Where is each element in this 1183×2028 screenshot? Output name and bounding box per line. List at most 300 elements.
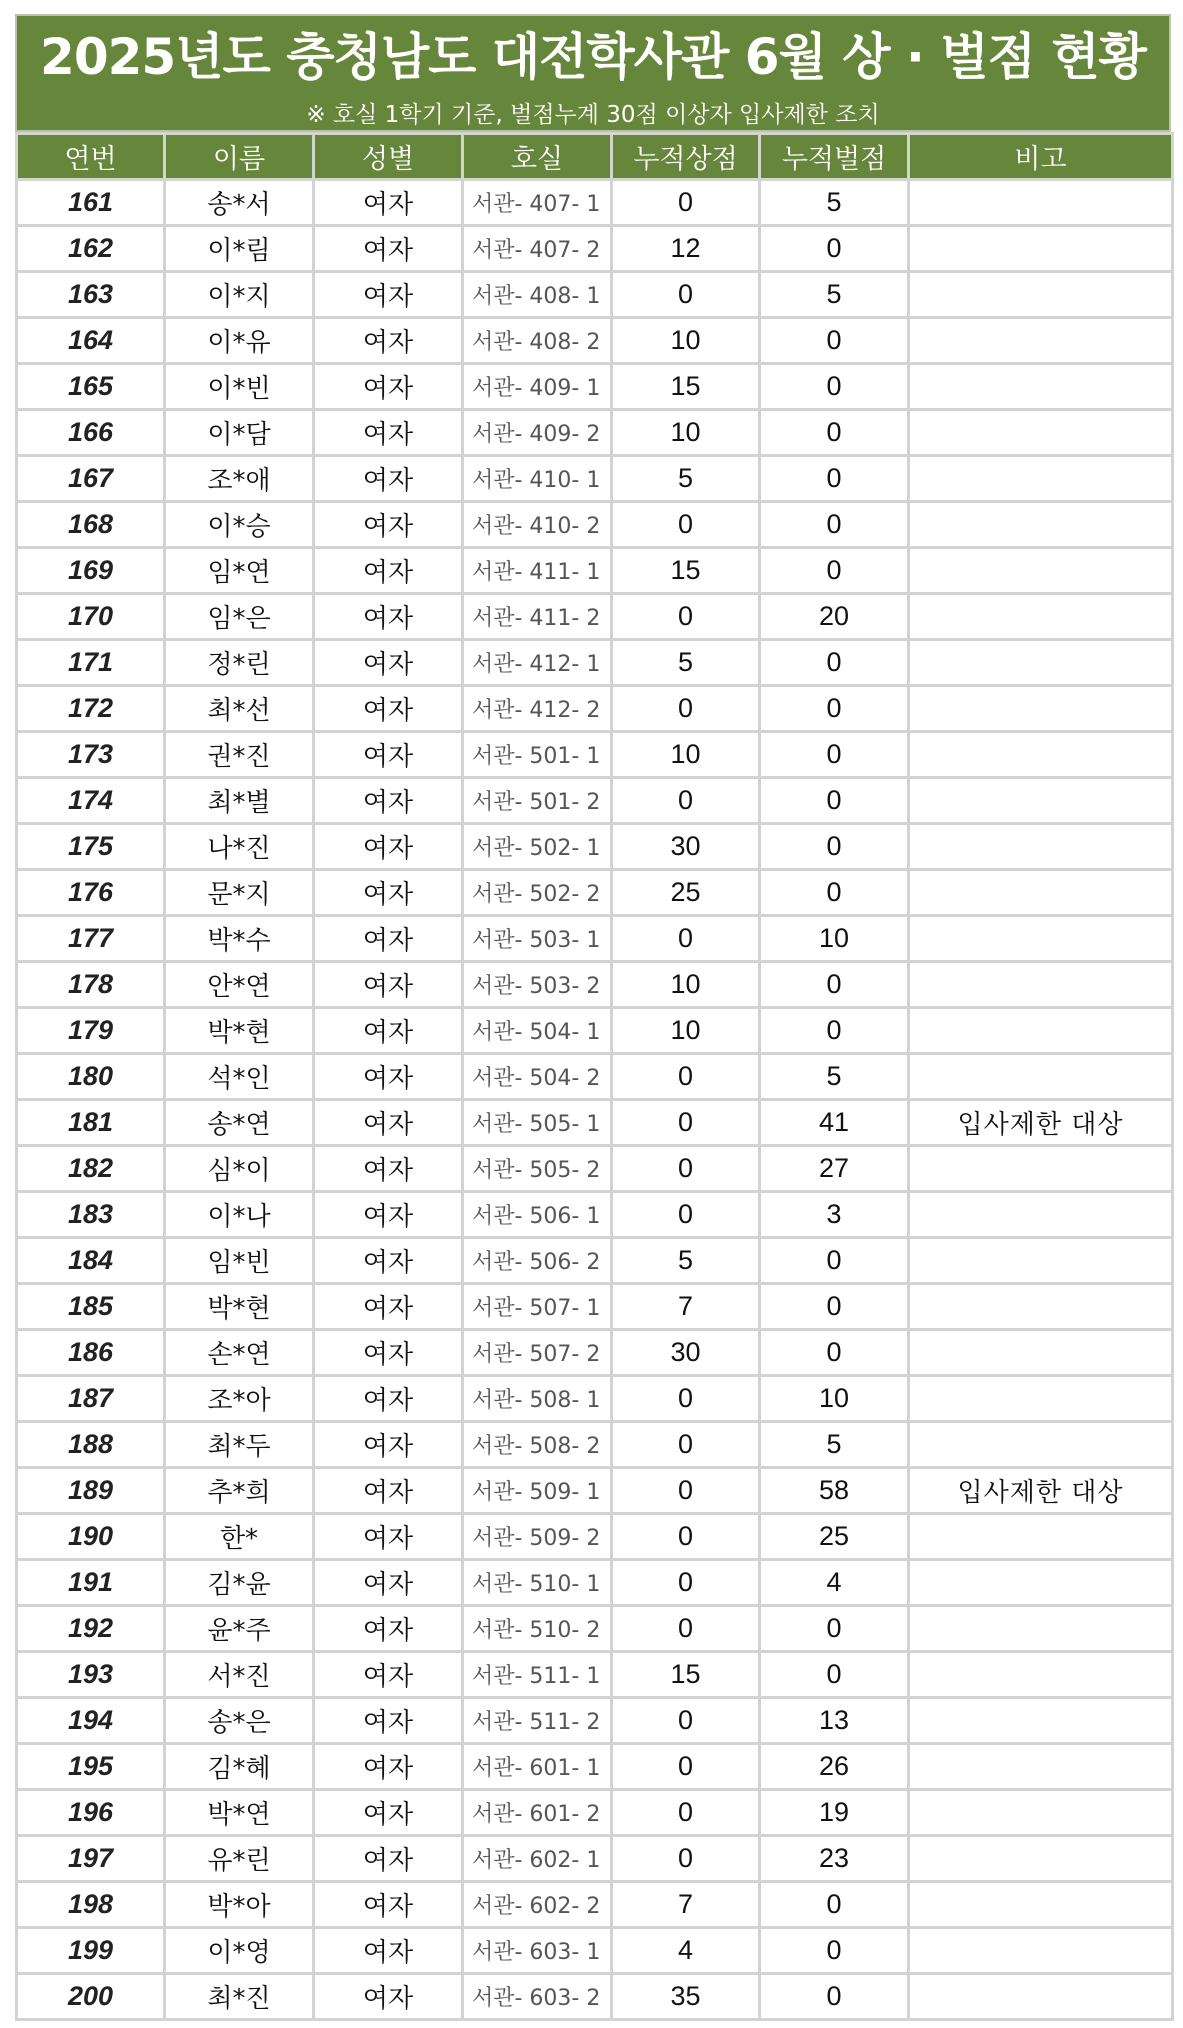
cell-room: 서관- 502- 1	[463, 824, 612, 870]
cell-name: 최*선	[165, 686, 314, 732]
cell-name: 최*별	[165, 778, 314, 824]
cell-room: 서관- 411- 2	[463, 594, 612, 640]
cell-gender: 여자	[314, 1238, 463, 1284]
cell-room: 서관- 408- 2	[463, 318, 612, 364]
cell-gender: 여자	[314, 1560, 463, 1606]
table-row	[17, 1790, 1173, 1836]
cell-name: 이*담	[165, 410, 314, 456]
cell-note	[909, 962, 1173, 1008]
cell-name: 문*지	[165, 870, 314, 916]
cell-gender: 여자	[314, 1054, 463, 1100]
cell-gender: 여자	[314, 1146, 463, 1192]
table-row	[17, 1882, 1173, 1928]
cell-demerit: 0	[760, 1284, 909, 1330]
cell-demerit: 0	[760, 778, 909, 824]
cell-room: 서관- 408- 1	[463, 272, 612, 318]
cell-demerit: 0	[760, 870, 909, 916]
cell-no: 194	[17, 1698, 165, 1744]
cell-note	[909, 1330, 1173, 1376]
cell-no: 186	[17, 1330, 165, 1376]
cell-merit: 15	[612, 1652, 760, 1698]
cell-demerit: 23	[760, 1836, 909, 1882]
cell-note	[909, 1698, 1173, 1744]
cell-demerit: 3	[760, 1192, 909, 1238]
cell-merit: 0	[612, 1376, 760, 1422]
column-header-demerit: 누적벌점	[760, 134, 909, 180]
cell-merit: 15	[612, 364, 760, 410]
table-row	[17, 1928, 1173, 1974]
cell-no: 177	[17, 916, 165, 962]
cell-no: 166	[17, 410, 165, 456]
table-row	[17, 1836, 1173, 1882]
table-body	[17, 180, 1173, 2020]
cell-name: 이*지	[165, 272, 314, 318]
cell-name: 송*은	[165, 1698, 314, 1744]
table-row	[17, 1514, 1173, 1560]
cell-no: 172	[17, 686, 165, 732]
cell-demerit: 25	[760, 1514, 909, 1560]
cell-no: 179	[17, 1008, 165, 1054]
table-row	[17, 1652, 1173, 1698]
cell-name: 이*유	[165, 318, 314, 364]
cell-room: 서관- 508- 2	[463, 1422, 612, 1468]
table-row	[17, 732, 1173, 778]
cell-gender: 여자	[314, 1974, 463, 2020]
cell-no: 184	[17, 1238, 165, 1284]
cell-merit: 0	[612, 1698, 760, 1744]
cell-note: 입사제한 대상	[909, 1468, 1173, 1514]
table-row	[17, 1238, 1173, 1284]
cell-merit: 0	[612, 1606, 760, 1652]
cell-gender: 여자	[314, 824, 463, 870]
cell-demerit: 10	[760, 916, 909, 962]
cell-name: 정*린	[165, 640, 314, 686]
cell-name: 조*아	[165, 1376, 314, 1422]
cell-gender: 여자	[314, 916, 463, 962]
cell-no: 162	[17, 226, 165, 272]
cell-room: 서관- 409- 1	[463, 364, 612, 410]
cell-note	[909, 1560, 1173, 1606]
cell-note	[909, 594, 1173, 640]
cell-room: 서관- 509- 2	[463, 1514, 612, 1560]
cell-no: 188	[17, 1422, 165, 1468]
cell-no: 183	[17, 1192, 165, 1238]
cell-gender: 여자	[314, 364, 463, 410]
cell-no: 167	[17, 456, 165, 502]
cell-merit: 5	[612, 456, 760, 502]
cell-room: 서관- 409- 2	[463, 410, 612, 456]
cell-demerit: 13	[760, 1698, 909, 1744]
cell-room: 서관- 505- 1	[463, 1100, 612, 1146]
cell-room: 서관- 508- 1	[463, 1376, 612, 1422]
cell-name: 서*진	[165, 1652, 314, 1698]
cell-gender: 여자	[314, 548, 463, 594]
cell-no: 164	[17, 318, 165, 364]
cell-gender: 여자	[314, 226, 463, 272]
cell-note	[909, 1744, 1173, 1790]
cell-no: 187	[17, 1376, 165, 1422]
cell-gender: 여자	[314, 1882, 463, 1928]
cell-note	[909, 1974, 1173, 2020]
cell-name: 임*빈	[165, 1238, 314, 1284]
cell-merit: 0	[612, 594, 760, 640]
cell-no: 197	[17, 1836, 165, 1882]
table-row	[17, 640, 1173, 686]
cell-merit: 12	[612, 226, 760, 272]
table-row	[17, 778, 1173, 824]
cell-no: 161	[17, 180, 165, 226]
cell-note	[909, 1606, 1173, 1652]
cell-name: 최*진	[165, 1974, 314, 2020]
column-header-room: 호실	[463, 134, 612, 180]
cell-merit: 30	[612, 824, 760, 870]
cell-note	[909, 1928, 1173, 1974]
cell-no: 169	[17, 548, 165, 594]
cell-gender: 여자	[314, 272, 463, 318]
cell-note	[909, 1652, 1173, 1698]
cell-demerit: 10	[760, 1376, 909, 1422]
cell-demerit: 0	[760, 1606, 909, 1652]
cell-gender: 여자	[314, 1652, 463, 1698]
table-row	[17, 1054, 1173, 1100]
column-header-merit: 누적상점	[612, 134, 760, 180]
cell-note	[909, 870, 1173, 916]
cell-demerit: 4	[760, 1560, 909, 1606]
cell-merit: 0	[612, 502, 760, 548]
page-title: 2025년도 충청남도 대전학사관 6월 상 · 벌점 현황	[40, 28, 1146, 86]
cell-gender: 여자	[314, 1836, 463, 1882]
cell-merit: 0	[612, 916, 760, 962]
cell-demerit: 0	[760, 364, 909, 410]
cell-room: 서관- 407- 2	[463, 226, 612, 272]
cell-demerit: 0	[760, 548, 909, 594]
cell-name: 박*수	[165, 916, 314, 962]
cell-name: 윤*주	[165, 1606, 314, 1652]
cell-merit: 0	[612, 1468, 760, 1514]
cell-room: 서관- 511- 2	[463, 1698, 612, 1744]
cell-no: 199	[17, 1928, 165, 1974]
cell-no: 189	[17, 1468, 165, 1514]
column-header-note: 비고	[909, 134, 1173, 180]
cell-room: 서관- 511- 1	[463, 1652, 612, 1698]
cell-room: 서관- 602- 2	[463, 1882, 612, 1928]
cell-merit: 0	[612, 1744, 760, 1790]
table-row	[17, 1146, 1173, 1192]
cell-name: 박*현	[165, 1284, 314, 1330]
cell-note	[909, 1422, 1173, 1468]
table-row	[17, 364, 1173, 410]
cell-merit: 25	[612, 870, 760, 916]
cell-gender: 여자	[314, 1928, 463, 1974]
cell-note	[909, 272, 1173, 318]
cell-gender: 여자	[314, 456, 463, 502]
table-row	[17, 548, 1173, 594]
cell-demerit: 5	[760, 1422, 909, 1468]
cell-no: 173	[17, 732, 165, 778]
table-row	[17, 180, 1173, 226]
cell-room: 서관- 603- 1	[463, 1928, 612, 1974]
cell-note	[909, 686, 1173, 732]
cell-gender: 여자	[314, 502, 463, 548]
table-row	[17, 1744, 1173, 1790]
cell-gender: 여자	[314, 1376, 463, 1422]
cell-no: 200	[17, 1974, 165, 2020]
cell-note	[909, 916, 1173, 962]
cell-room: 서관- 504- 1	[463, 1008, 612, 1054]
cell-demerit: 0	[760, 502, 909, 548]
cell-demerit: 0	[760, 318, 909, 364]
cell-name: 이*나	[165, 1192, 314, 1238]
cell-demerit: 0	[760, 962, 909, 1008]
table-row	[17, 916, 1173, 962]
table-row	[17, 318, 1173, 364]
table-row	[17, 686, 1173, 732]
cell-room: 서관- 602- 1	[463, 1836, 612, 1882]
cell-note: 입사제한 대상	[909, 1100, 1173, 1146]
table-row	[17, 410, 1173, 456]
cell-gender: 여자	[314, 1330, 463, 1376]
cell-no: 190	[17, 1514, 165, 1560]
cell-no: 168	[17, 502, 165, 548]
cell-name: 안*연	[165, 962, 314, 1008]
page-subtitle: ※ 호실 1학기 기준, 벌점누계 30점 이상자 입사제한 조치	[306, 102, 880, 128]
cell-room: 서관- 601- 1	[463, 1744, 612, 1790]
cell-gender: 여자	[314, 686, 463, 732]
cell-gender: 여자	[314, 778, 463, 824]
cell-merit: 0	[612, 1560, 760, 1606]
cell-room: 서관- 407- 1	[463, 180, 612, 226]
cell-note	[909, 1054, 1173, 1100]
cell-room: 서관- 603- 2	[463, 1974, 612, 2020]
cell-note	[909, 824, 1173, 870]
cell-name: 심*이	[165, 1146, 314, 1192]
cell-gender: 여자	[314, 640, 463, 686]
cell-name: 최*두	[165, 1422, 314, 1468]
cell-room: 서관- 510- 1	[463, 1560, 612, 1606]
cell-demerit: 0	[760, 1008, 909, 1054]
cell-note	[909, 364, 1173, 410]
cell-name: 박*아	[165, 1882, 314, 1928]
cell-demerit: 5	[760, 180, 909, 226]
cell-demerit: 27	[760, 1146, 909, 1192]
cell-note	[909, 226, 1173, 272]
table-row	[17, 1330, 1173, 1376]
cell-room: 서관- 411- 1	[463, 548, 612, 594]
cell-merit: 7	[612, 1882, 760, 1928]
cell-name: 임*연	[165, 548, 314, 594]
table-row	[17, 1376, 1173, 1422]
cell-merit: 10	[612, 318, 760, 364]
cell-demerit: 0	[760, 640, 909, 686]
cell-demerit: 0	[760, 1882, 909, 1928]
cell-demerit: 0	[760, 1652, 909, 1698]
cell-no: 175	[17, 824, 165, 870]
table-row	[17, 1560, 1173, 1606]
cell-merit: 35	[612, 1974, 760, 2020]
table-row	[17, 962, 1173, 1008]
cell-note	[909, 1146, 1173, 1192]
cell-demerit: 0	[760, 1928, 909, 1974]
cell-gender: 여자	[314, 410, 463, 456]
cell-name: 권*진	[165, 732, 314, 778]
cell-name: 송*연	[165, 1100, 314, 1146]
cell-room: 서관- 501- 1	[463, 732, 612, 778]
cell-no: 180	[17, 1054, 165, 1100]
cell-no: 170	[17, 594, 165, 640]
cell-gender: 여자	[314, 180, 463, 226]
cell-gender: 여자	[314, 318, 463, 364]
cell-merit: 0	[612, 1054, 760, 1100]
cell-room: 서관- 410- 1	[463, 456, 612, 502]
table-row	[17, 1284, 1173, 1330]
cell-merit: 0	[612, 1836, 760, 1882]
cell-room: 서관- 506- 2	[463, 1238, 612, 1284]
cell-merit: 5	[612, 640, 760, 686]
cell-room: 서관- 601- 2	[463, 1790, 612, 1836]
cell-name: 추*희	[165, 1468, 314, 1514]
cell-name: 박*연	[165, 1790, 314, 1836]
table-row	[17, 1468, 1173, 1514]
cell-demerit: 41	[760, 1100, 909, 1146]
cell-room: 서관- 502- 2	[463, 870, 612, 916]
cell-name: 김*혜	[165, 1744, 314, 1790]
cell-note	[909, 1008, 1173, 1054]
cell-room: 서관- 410- 2	[463, 502, 612, 548]
cell-gender: 여자	[314, 870, 463, 916]
cell-note	[909, 1836, 1173, 1882]
cell-no: 181	[17, 1100, 165, 1146]
table-row	[17, 272, 1173, 318]
cell-demerit: 0	[760, 410, 909, 456]
cell-name: 김*윤	[165, 1560, 314, 1606]
cell-no: 195	[17, 1744, 165, 1790]
cell-merit: 0	[612, 686, 760, 732]
cell-name: 이*빈	[165, 364, 314, 410]
cell-name: 박*현	[165, 1008, 314, 1054]
title-banner	[15, 14, 1171, 132]
cell-name: 이*영	[165, 1928, 314, 1974]
cell-room: 서관- 507- 2	[463, 1330, 612, 1376]
table-row	[17, 502, 1173, 548]
column-header-gender: 성별	[314, 134, 463, 180]
cell-merit: 0	[612, 1192, 760, 1238]
cell-no: 171	[17, 640, 165, 686]
cell-room: 서관- 412- 1	[463, 640, 612, 686]
cell-note	[909, 502, 1173, 548]
cell-note	[909, 180, 1173, 226]
cell-gender: 여자	[314, 1468, 463, 1514]
cell-no: 174	[17, 778, 165, 824]
cell-merit: 0	[612, 1422, 760, 1468]
cell-merit: 10	[612, 732, 760, 778]
cell-demerit: 58	[760, 1468, 909, 1514]
cell-name: 조*애	[165, 456, 314, 502]
cell-demerit: 0	[760, 732, 909, 778]
cell-gender: 여자	[314, 732, 463, 778]
cell-gender: 여자	[314, 1192, 463, 1238]
cell-no: 191	[17, 1560, 165, 1606]
table-row	[17, 1100, 1173, 1146]
cell-merit: 10	[612, 962, 760, 1008]
cell-name: 임*은	[165, 594, 314, 640]
cell-gender: 여자	[314, 594, 463, 640]
table-header-row	[17, 134, 1173, 180]
cell-demerit: 26	[760, 1744, 909, 1790]
cell-merit: 0	[612, 1790, 760, 1836]
cell-no: 196	[17, 1790, 165, 1836]
cell-room: 서관- 503- 1	[463, 916, 612, 962]
cell-no: 163	[17, 272, 165, 318]
table-row	[17, 594, 1173, 640]
cell-merit: 4	[612, 1928, 760, 1974]
cell-gender: 여자	[314, 1744, 463, 1790]
table-row	[17, 1606, 1173, 1652]
cell-merit: 10	[612, 410, 760, 456]
cell-no: 165	[17, 364, 165, 410]
score-sheet	[15, 14, 1171, 2021]
cell-demerit: 0	[760, 1238, 909, 1284]
cell-note	[909, 410, 1173, 456]
cell-room: 서관- 503- 2	[463, 962, 612, 1008]
cell-note	[909, 778, 1173, 824]
table-row	[17, 824, 1173, 870]
cell-no: 192	[17, 1606, 165, 1652]
cell-note	[909, 732, 1173, 778]
cell-demerit: 0	[760, 1974, 909, 2020]
cell-gender: 여자	[314, 1698, 463, 1744]
cell-room: 서관- 412- 2	[463, 686, 612, 732]
cell-room: 서관- 504- 2	[463, 1054, 612, 1100]
table-row	[17, 456, 1173, 502]
cell-name: 유*린	[165, 1836, 314, 1882]
cell-merit: 5	[612, 1238, 760, 1284]
cell-demerit: 0	[760, 824, 909, 870]
cell-demerit: 20	[760, 594, 909, 640]
score-table	[15, 132, 1174, 2021]
cell-room: 서관- 507- 1	[463, 1284, 612, 1330]
cell-merit: 0	[612, 1514, 760, 1560]
cell-name: 송*서	[165, 180, 314, 226]
cell-demerit: 5	[760, 272, 909, 318]
cell-no: 176	[17, 870, 165, 916]
table-row	[17, 1698, 1173, 1744]
cell-no: 185	[17, 1284, 165, 1330]
cell-note	[909, 1192, 1173, 1238]
cell-demerit: 0	[760, 226, 909, 272]
cell-note	[909, 456, 1173, 502]
column-header-name: 이름	[165, 134, 314, 180]
cell-name: 한*	[165, 1514, 314, 1560]
cell-no: 182	[17, 1146, 165, 1192]
cell-demerit: 19	[760, 1790, 909, 1836]
cell-merit: 0	[612, 1100, 760, 1146]
cell-gender: 여자	[314, 1284, 463, 1330]
cell-room: 서관- 510- 2	[463, 1606, 612, 1652]
table-row	[17, 870, 1173, 916]
table-row	[17, 1192, 1173, 1238]
cell-merit: 0	[612, 1146, 760, 1192]
cell-name: 나*진	[165, 824, 314, 870]
table-row	[17, 1422, 1173, 1468]
cell-merit: 7	[612, 1284, 760, 1330]
cell-note	[909, 640, 1173, 686]
cell-room: 서관- 506- 1	[463, 1192, 612, 1238]
cell-merit: 0	[612, 272, 760, 318]
cell-name: 손*연	[165, 1330, 314, 1376]
cell-note	[909, 1790, 1173, 1836]
cell-room: 서관- 501- 2	[463, 778, 612, 824]
table-row	[17, 1008, 1173, 1054]
